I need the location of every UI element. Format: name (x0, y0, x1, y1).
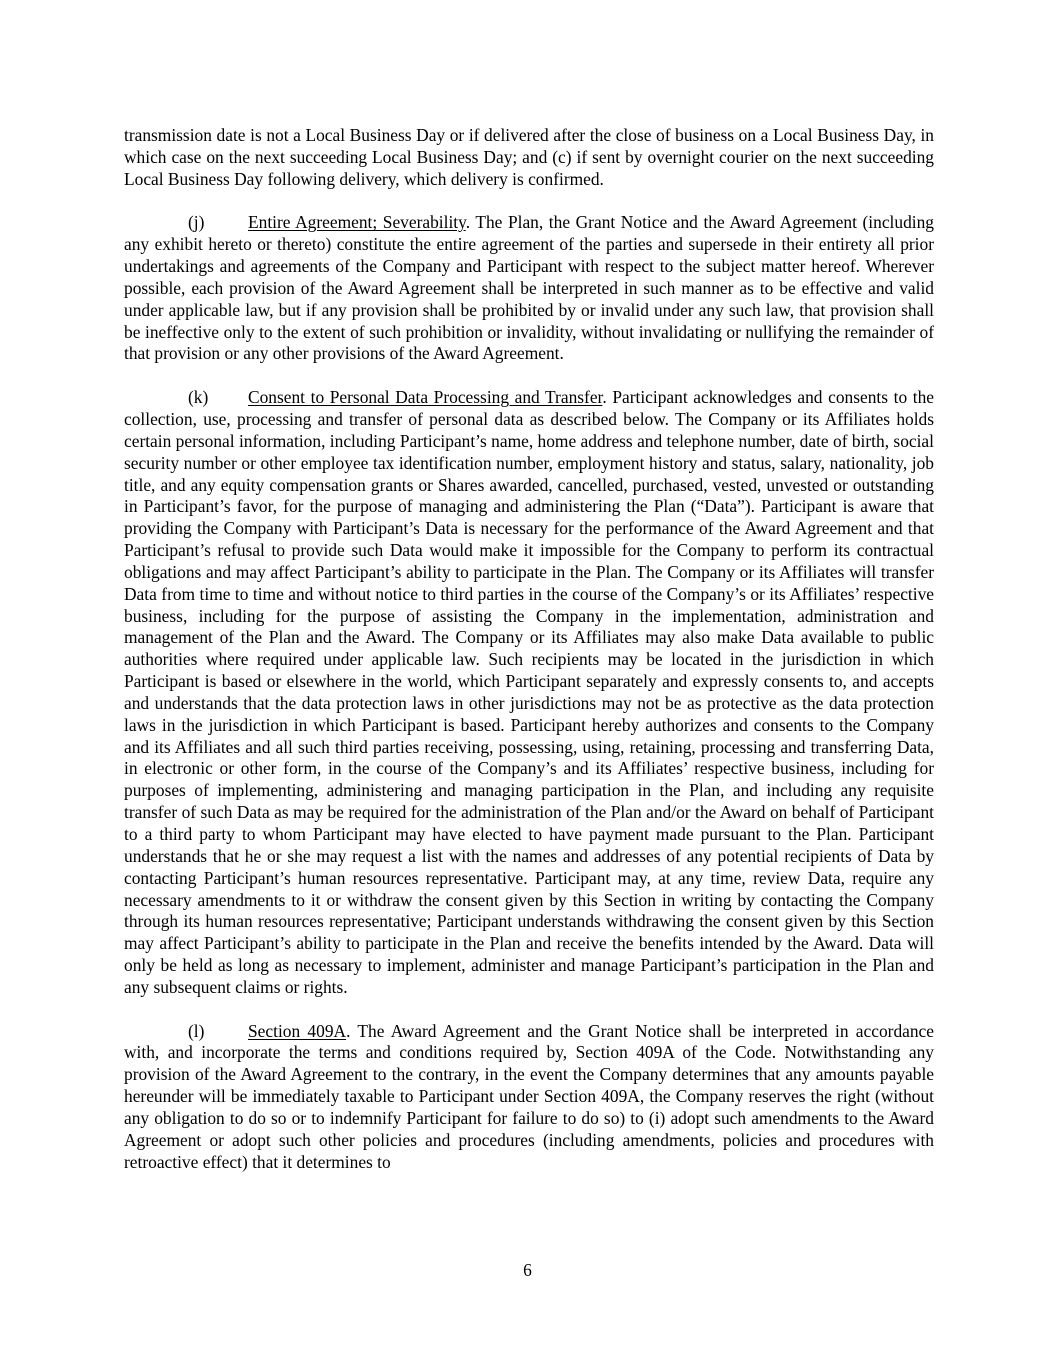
page-number: 6 (523, 1260, 532, 1280)
section-heading: Consent to Personal Data Processing and Transfer (248, 387, 603, 408)
section-body: . The Plan, the Grant Notice and the Award Agreement (including any exhibit hereto or thereto) constitute the entire agreement of the parties and supersede in their entirety all prior undertakings and agreements of the Company and Participant with respect to the subject matter hereof. Wherever possible, each provision of the Award Agreement shall be interpreted in such manner as to be effective and valid under applicable law, but if any provision shall be prohibited by or invalid under any such law, that provision shall be ineffective only to the extent of such prohibition or invalidity, without invalidating or nullifying the remainder of that provision or any other provisions of the Award Agreement. (124, 212, 934, 364)
document-page (124, 125, 934, 1195)
intro-paragraph: transmission date is not a Local Business Day or if delivered after the close of business on a Local Business Day, in which case on the next succeeding Local Business Day; and (c) if sent by overnight courier on the next succeeding Local Business Day following delivery, which delivery is confirmed. (124, 125, 934, 189)
section-l (124, 1021, 934, 1174)
section-j (124, 212, 934, 365)
section-heading: Entire Agreement; Severability (248, 212, 466, 233)
section-number: (l) (188, 1020, 205, 1041)
section-heading: Section 409A (248, 1020, 347, 1041)
section-body: . The Award Agreement and the Grant Notice shall be interpreted in accordance with, and incorporate the terms and conditions required by, Section 409A of the Code. Notwithstanding any provision of the Award Agreement to the contrary, in the event the Company determines that any amounts payable hereunder will be immediately taxable to Participant under Section 409A, the Company reserves the right (without any obligation to do so or to indemnify Participant for failure to do so) to (i) adopt such amendments to the Award Agreement or adopt such other policies and procedures (including amendments, policies and procedures with retroactive effect) that it determines to (124, 1020, 934, 1172)
section-body: . Participant acknowledges and consents to the collection, use, processing and transfer of personal data as described below. The Company or its Affiliates holds certain personal information, including Participant’s name, home address and telephone number, date of birth, social security number or other employee tax identification number, employment history and status, salary, nationality, job title, and any equity compensation grants or Shares awarded, cancelled, purchased, vested, unvested or outstanding in Participant’s favor, for the purpose of managing and administering the Plan (“Data”). Participant is aware that providing the Company with Participant’s Data is necessary for the performance of the Award Agreement and that Participant’s refusal to provide such Data would make it impossible for the Company to perform its contractual obligations and may affect Participant’s ability to participate in the Plan. The Company or its Affiliates will transfer Data from time to time and without notice to third parties in the course of the Company’s or its Affiliates’ respective business, including for the purpose of assisting the Company in the implementation, administration and management of the Plan and the Award. The Company or its Affiliates may also make Data available to public authorities where required under applicable law. Such recipients may be located in the jurisdiction in which Participant is based or elsewhere in the world, which Participant separately and expressly consents to, and accepts and understands that the data protection laws in other jurisdictions may not be as protective as the data protection laws in the jurisdiction in which Participant is based. Participant hereby authorizes and consents to the Company and its Affiliates and all such third parties receiving, possessing, using, retaining, processing and transferring Data, in electronic or other form, in the course of the Company’s and its Affiliates’ respective business, including for purposes of implementing, administering and managing participation in the Plan, and including any requisite transfer of such Data as may be required for the administration of the Plan and/or the Award on behalf of Participant to a third party to whom Participant may have elected to have payment made pursuant to the Plan. Participant understands that he or she may request a list with the names and addresses of any potential recipients of Data by contacting Participant’s human resources representative. Participant may, at any time, review Data, require any necessary amendments to it or withdraw the consent given by this Section in writing by contacting the Company through its human resources representative; Participant understands withdrawing the consent given by this Section may affect Participant’s ability to participate in the Plan and receive the benefits intended by the Award. Data will only be held as long as necessary to implement, administer and manage Participant’s participation in the Plan and any subsequent claims or rights. (124, 387, 934, 997)
section-k (124, 387, 934, 999)
section-number: (j) (188, 212, 205, 233)
section-number: (k) (188, 387, 209, 408)
